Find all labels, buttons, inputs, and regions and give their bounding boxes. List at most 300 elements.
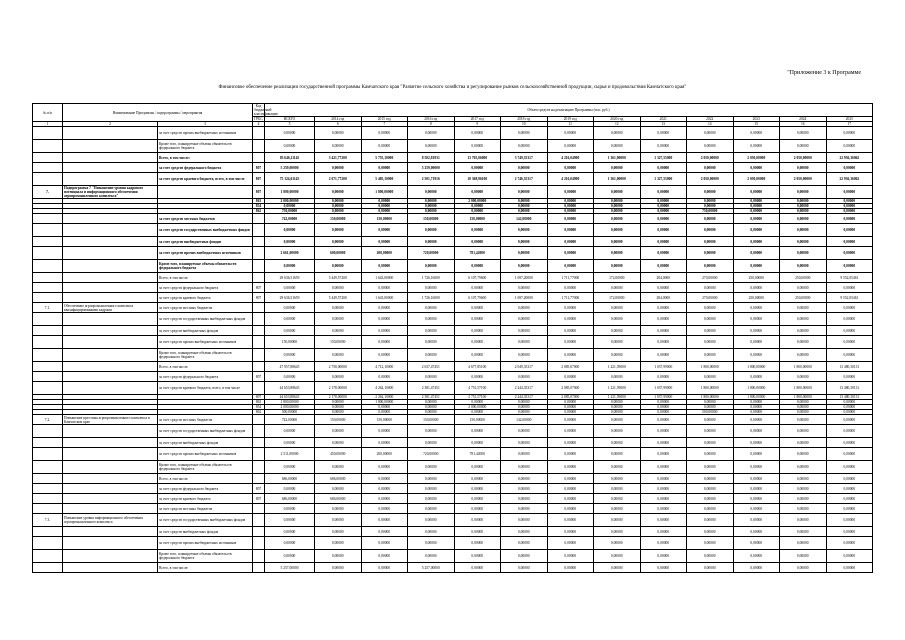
row-number <box>33 474 63 484</box>
row-value: 0,00000 <box>454 537 501 550</box>
row-value: 0,00000 <box>501 127 548 140</box>
column-number: 8 <box>408 122 455 127</box>
row-value: 0,00000 <box>780 410 827 415</box>
row-value: 0,00000 <box>733 405 780 410</box>
row-value: 0,00000 <box>265 204 315 209</box>
row-value: 0,00000 <box>780 400 827 405</box>
row-grbs <box>253 303 265 313</box>
row-value: 0,00000 <box>640 405 687 410</box>
row-grbs <box>253 425 265 438</box>
row-value: 2 000,00000 <box>265 405 315 410</box>
row-grbs: 807 <box>253 494 265 504</box>
row-value: 0,00000 <box>315 527 362 537</box>
row-funding-source: за счет средств внебюджетных фондов <box>158 237 253 247</box>
row-value: 172,00000 <box>594 293 641 303</box>
column-number: 9 <box>454 122 501 127</box>
header-year: 2019 год <box>547 117 594 122</box>
header-total: ВСЕГО <box>265 117 315 122</box>
row-value: 0,00000 <box>826 204 873 209</box>
row-value: 0,00000 <box>687 303 734 313</box>
row-value: 0,00000 <box>594 140 641 153</box>
row-value: 0,00000 <box>826 349 873 362</box>
row-value: 0,00000 <box>733 448 780 461</box>
table-row <box>33 563 873 573</box>
table-row <box>33 326 873 336</box>
table-row <box>33 237 873 247</box>
row-value: 0,00000 <box>687 336 734 349</box>
row-value: 150,00000 <box>408 415 455 425</box>
row-value: 0,00000 <box>315 400 362 405</box>
header-grbs: ГРБС <box>254 117 263 121</box>
row-program-name: Повышение престижа агропромышленного комплекса в Камчатском крае <box>63 415 158 425</box>
row-grbs: 807 <box>253 293 265 303</box>
table-row <box>33 153 873 163</box>
row-value: 0,00000 <box>687 349 734 362</box>
row-value: 1 643,00000 <box>361 273 408 283</box>
row-value: 0,00000 <box>315 461 362 474</box>
row-value: 0,00000 <box>640 504 687 514</box>
row-value: 742,00000 <box>265 214 315 224</box>
row-value: 0,00000 <box>687 400 734 405</box>
column-number: 10 <box>501 122 548 127</box>
row-value: 0,00000 <box>361 237 408 247</box>
row-value: 0,00000 <box>547 461 594 474</box>
table-row <box>33 448 873 461</box>
row-value: 0,00000 <box>826 199 873 204</box>
row-value: 0,00000 <box>408 140 455 153</box>
row-value: 0,00000 <box>454 237 501 247</box>
column-number: 5 <box>265 122 315 127</box>
row-value: 0,00000 <box>733 550 780 563</box>
row-value: 0,00000 <box>547 237 594 247</box>
table-row <box>33 273 873 283</box>
table-body <box>33 127 873 573</box>
row-value: 75 124,61145 <box>265 173 315 186</box>
row-funding-source: за счет средств краевого бюджета, всего, в том числе <box>158 382 253 395</box>
row-value: 0,00000 <box>547 163 594 173</box>
row-value: 750,00000 <box>265 209 315 214</box>
row-funding-source: за счет средств внебюджетных фондов <box>158 438 253 448</box>
row-value: 0,00000 <box>501 163 548 173</box>
row-funding-source: за счет средств местных бюджетов <box>158 415 253 425</box>
row-value: 0,00000 <box>826 563 873 573</box>
row-value: 0,00000 <box>594 537 641 550</box>
row-value: 0,00000 <box>594 209 641 214</box>
row-value: 0,00000 <box>454 283 501 293</box>
row-funding-source: за счет средств прочих внебюджетных источников <box>158 247 253 260</box>
row-value: 2 000,00000 <box>454 199 501 204</box>
row-program-name <box>63 140 158 153</box>
row-value: 0,00000 <box>780 313 827 326</box>
row-value: 0,00000 <box>594 313 641 326</box>
row-value: 0,00000 <box>454 425 501 438</box>
row-value: 0,00000 <box>361 209 408 214</box>
row-grbs <box>253 537 265 550</box>
row-value: 0,00000 <box>826 400 873 405</box>
row-program-name <box>63 372 158 382</box>
row-value: 5 259,00000 <box>265 163 315 173</box>
row-number <box>33 484 63 494</box>
row-value: 0,00000 <box>547 405 594 410</box>
row-value: 0,00000 <box>780 494 827 504</box>
row-value: 0,00000 <box>594 410 641 415</box>
row-value: 686,00000 <box>265 474 315 484</box>
row-value: 500,00000 <box>265 410 315 415</box>
row-value: 0,00000 <box>640 204 687 209</box>
row-value: 0,00000 <box>547 204 594 209</box>
row-value: 0,00000 <box>361 550 408 563</box>
row-value: 0,00000 <box>501 336 548 349</box>
row-value: 0,00000 <box>780 224 827 237</box>
row-value: 0,00000 <box>687 224 734 237</box>
row-grbs: 807 <box>253 484 265 494</box>
row-value: 0,00000 <box>640 415 687 425</box>
row-value: 0,00000 <box>408 336 455 349</box>
row-value: 0,00000 <box>408 514 455 527</box>
row-value: 0,00000 <box>780 514 827 527</box>
row-value: 0,00000 <box>361 537 408 550</box>
row-value: 0,00000 <box>454 313 501 326</box>
row-value: 9 552,05461 <box>826 293 873 303</box>
row-number <box>33 214 63 224</box>
row-value: 0,00000 <box>594 400 641 405</box>
row-value: 0,00000 <box>733 313 780 326</box>
table-row <box>33 438 873 448</box>
row-value: 0,00000 <box>640 474 687 484</box>
row-value: 0,00000 <box>315 140 362 153</box>
row-value: 1 037,99000 <box>640 362 687 372</box>
row-value: 0,00000 <box>826 127 873 140</box>
row-value: 0,00000 <box>780 405 827 410</box>
row-value: 270,00000 <box>687 293 734 303</box>
row-value: 0,00000 <box>547 140 594 153</box>
row-value: 1 726,16000 <box>408 293 455 303</box>
row-value: 142,00000 <box>501 415 548 425</box>
row-value: 0,00000 <box>780 474 827 484</box>
row-value: 0,00000 <box>361 461 408 474</box>
row-grbs: 807 <box>253 163 265 173</box>
row-grbs <box>253 127 265 140</box>
row-number: 7.1. <box>33 303 63 313</box>
row-value: 0,00000 <box>265 527 315 537</box>
row-value: 0,00000 <box>361 303 408 313</box>
row-value: 0,00000 <box>408 209 455 214</box>
row-value: 0,00000 <box>780 425 827 438</box>
row-value: 0,00000 <box>640 209 687 214</box>
table-row <box>33 140 873 153</box>
row-value: 0,00000 <box>826 247 873 260</box>
column-number: 11 <box>547 122 594 127</box>
row-value: 0,00000 <box>547 514 594 527</box>
row-value: 0,00000 <box>687 504 734 514</box>
row-value: 2 244,35317 <box>501 395 548 400</box>
row-grbs <box>253 214 265 224</box>
column-number: 1 <box>33 122 63 127</box>
row-value: 0,00000 <box>733 415 780 425</box>
row-grbs <box>253 153 265 163</box>
row-value: 0,00000 <box>780 303 827 313</box>
row-value: 0,00000 <box>315 405 362 410</box>
row-value: 0,00000 <box>315 283 362 293</box>
row-program-name <box>63 448 158 461</box>
row-number: 7. <box>33 186 63 199</box>
row-value: 0,00000 <box>454 514 501 527</box>
row-value: 0,00000 <box>361 527 408 537</box>
row-value: 13 765,06000 <box>454 153 501 163</box>
row-funding-source <box>158 186 253 199</box>
row-grbs: 807 <box>253 173 265 186</box>
row-value: 0,00000 <box>733 326 780 336</box>
row-value: 0,00000 <box>640 186 687 199</box>
row-value: 686,00000 <box>315 494 362 504</box>
row-value: 44 653,88645 <box>265 382 315 395</box>
row-grbs <box>253 237 265 247</box>
row-value: 0,00000 <box>594 237 641 247</box>
row-value: 0,00000 <box>454 563 501 573</box>
row-value: 0,00000 <box>454 438 501 448</box>
row-value: 0,00000 <box>547 214 594 224</box>
row-value: 0,00000 <box>687 484 734 494</box>
row-value: 0,00000 <box>501 484 548 494</box>
row-funding-source: Всего, в том числе: <box>158 474 253 484</box>
header-year: 2016 год <box>408 117 455 122</box>
row-value: 0,00000 <box>594 260 641 273</box>
row-value: 0,00000 <box>265 484 315 494</box>
row-value: 0,00000 <box>594 484 641 494</box>
table-row <box>33 214 873 224</box>
row-value: 0,00000 <box>687 550 734 563</box>
row-value: 686,00000 <box>315 474 362 484</box>
row-value: 0,00000 <box>780 326 827 336</box>
row-grbs <box>253 273 265 283</box>
header-year: 2018 год <box>501 117 548 122</box>
row-value: 0,00000 <box>501 224 548 237</box>
row-value: 781,42000 <box>454 247 501 260</box>
row-value: 0,00000 <box>265 438 315 448</box>
row-value: 0,00000 <box>826 537 873 550</box>
row-program-name <box>63 425 158 438</box>
row-value: 0,00000 <box>640 247 687 260</box>
column-number: 6 <box>315 122 362 127</box>
row-value: 0,00000 <box>408 425 455 438</box>
row-value: 0,00000 <box>265 425 315 438</box>
row-value: 0,00000 <box>454 484 501 494</box>
table-row <box>33 461 873 474</box>
row-value: 0,00000 <box>594 214 641 224</box>
table-row <box>33 362 873 372</box>
row-value: 0,00000 <box>733 372 780 382</box>
row-number <box>33 313 63 326</box>
row-value: 0,00000 <box>454 209 501 214</box>
row-funding-source: Всего, в том числе: <box>158 153 253 163</box>
row-number <box>33 163 63 173</box>
row-grbs <box>253 140 265 153</box>
row-value: 0,00000 <box>265 127 315 140</box>
header-year: 2015 год <box>361 117 408 122</box>
row-number <box>33 140 63 153</box>
row-value: 0,00000 <box>826 474 873 484</box>
row-value: 1 800,00000 <box>780 362 827 372</box>
row-grbs <box>253 260 265 273</box>
row-value: 4 216,04900 <box>547 153 594 163</box>
row-value: 0,00000 <box>315 438 362 448</box>
row-value: 1 361,00000 <box>594 173 641 186</box>
row-number <box>33 336 63 349</box>
row-value: 0,00000 <box>733 563 780 573</box>
row-value: 0,00000 <box>361 410 408 415</box>
row-value: 0,00000 <box>361 425 408 438</box>
row-value: 0,00000 <box>780 537 827 550</box>
row-value: 0,00000 <box>501 237 548 247</box>
row-value: 29 636,51659 <box>265 273 315 283</box>
header-year: 2022 <box>687 117 734 122</box>
row-value: 0,00000 <box>547 563 594 573</box>
row-value: 0,00000 <box>687 140 734 153</box>
row-value: 0,00000 <box>408 537 455 550</box>
row-value: 0,00000 <box>594 224 641 237</box>
row-value: 0,00000 <box>265 303 315 313</box>
row-value: 0,00000 <box>780 484 827 494</box>
row-number <box>33 438 63 448</box>
row-value: 0,00000 <box>780 237 827 247</box>
row-number <box>33 349 63 362</box>
row-value: 0,00000 <box>408 224 455 237</box>
row-value: 450,00000 <box>315 448 362 461</box>
row-value: 0,00000 <box>780 199 827 204</box>
row-value: 0,00000 <box>361 260 408 273</box>
row-number <box>33 504 63 514</box>
row-value: 0,00000 <box>315 260 362 273</box>
header-period: Объем средств на реализацию Программы (тыс. руб.) <box>265 104 873 117</box>
table-row <box>33 349 873 362</box>
row-value: 0,00000 <box>454 400 501 405</box>
row-value: 0,00000 <box>780 209 827 214</box>
row-value: 0,00000 <box>315 163 362 173</box>
row-program-name <box>63 382 158 395</box>
column-number: 16 <box>780 122 827 127</box>
header-code: Код бюджетной классификации <box>254 104 278 116</box>
row-value: 0,00000 <box>687 214 734 224</box>
row-value: 0,00000 <box>547 199 594 204</box>
row-value: 0,00000 <box>640 550 687 563</box>
row-funding-source: за счет средств государственных внебюджетных фондов <box>158 313 253 326</box>
row-number <box>33 372 63 382</box>
row-value: 0,00000 <box>687 461 734 474</box>
row-value: 0,00000 <box>454 127 501 140</box>
row-value: 2 000,00000 <box>454 405 501 410</box>
row-value: 0,00000 <box>733 336 780 349</box>
row-program-name <box>63 237 158 247</box>
row-grbs: 862 <box>253 410 265 415</box>
row-value: 0,00000 <box>408 326 455 336</box>
row-value: 0,00000 <box>547 326 594 336</box>
row-value: 1 800,00000 <box>361 400 408 405</box>
row-value: 284,0000 <box>640 293 687 303</box>
row-value: 0,00000 <box>408 461 455 474</box>
row-funding-source: за счет средств краевого бюджета, всего, в том числе <box>158 173 253 186</box>
row-value: 0,00000 <box>454 336 501 349</box>
row-value: 0,00000 <box>780 372 827 382</box>
row-value: 83 646,11145 <box>265 153 315 163</box>
row-grbs <box>253 362 265 372</box>
row-value: 0,00000 <box>594 186 641 199</box>
row-value: 0,00000 <box>547 484 594 494</box>
row-grbs: 854 <box>253 405 265 410</box>
row-value: 0,00000 <box>733 425 780 438</box>
row-value: 9 552,05461 <box>826 273 873 283</box>
row-grbs <box>253 550 265 563</box>
row-value: 0,00000 <box>547 415 594 425</box>
row-value: 0,00000 <box>408 438 455 448</box>
row-value: 0,00000 <box>408 260 455 273</box>
row-value: 5 449,57200 <box>315 293 362 303</box>
row-program-name <box>63 153 158 163</box>
row-value: 0,00000 <box>687 438 734 448</box>
column-number: 12 <box>594 122 641 127</box>
header-year: 2024 <box>780 117 827 122</box>
row-value: 0,00000 <box>826 260 873 273</box>
row-value: 22 936,36062 <box>826 173 873 186</box>
row-value: 0,00000 <box>408 349 455 362</box>
row-value: 0,00000 <box>733 537 780 550</box>
row-value: 0,00000 <box>408 303 455 313</box>
row-grbs <box>253 474 265 484</box>
row-program-name <box>63 214 158 224</box>
row-number: 7.3. <box>33 514 63 527</box>
row-value: 22 936,36062 <box>826 153 873 163</box>
row-number <box>33 237 63 247</box>
row-value: 1 800,00000 <box>361 186 408 199</box>
row-value: 0,00000 <box>454 504 501 514</box>
row-value: 0,00000 <box>687 237 734 247</box>
row-value: 0,00000 <box>501 461 548 474</box>
row-value: 0,00000 <box>780 140 827 153</box>
row-value: 47 957,88645 <box>265 362 315 372</box>
row-value: 0,00000 <box>547 400 594 405</box>
row-value: 0,00000 <box>826 550 873 563</box>
row-value: 1 800,00000 <box>733 395 780 400</box>
table-header <box>33 104 873 127</box>
row-grbs <box>253 527 265 537</box>
row-value: 0,00000 <box>733 400 780 405</box>
row-value: 150,00000 <box>454 415 501 425</box>
row-value: 2 381,47451 <box>408 395 455 400</box>
row-value: 250,00000 <box>780 293 827 303</box>
table-row <box>33 537 873 550</box>
row-value: 0,00000 <box>733 494 780 504</box>
row-number: 7.2. <box>33 415 63 425</box>
row-value: 0,00000 <box>733 514 780 527</box>
row-value: 0,00000 <box>315 537 362 550</box>
row-value: 1 726,16000 <box>408 273 455 283</box>
row-value: 0,00000 <box>501 425 548 438</box>
row-value: 0,00000 <box>361 313 408 326</box>
table-row <box>33 484 873 494</box>
row-value: 600,00000 <box>315 247 362 260</box>
table-row <box>33 283 873 293</box>
row-value: 0,00000 <box>361 127 408 140</box>
row-value: 0,00000 <box>826 461 873 474</box>
row-value: 0,00000 <box>501 372 548 382</box>
row-value: 1 327,55000 <box>640 173 687 186</box>
row-value: 0,00000 <box>687 313 734 326</box>
row-value: 0,00000 <box>594 563 641 573</box>
row-value: 0,00000 <box>826 303 873 313</box>
table-row <box>33 372 873 382</box>
row-value: 0,00000 <box>547 527 594 537</box>
column-number: 17 <box>826 122 873 127</box>
row-value: 200,00000 <box>361 247 408 260</box>
